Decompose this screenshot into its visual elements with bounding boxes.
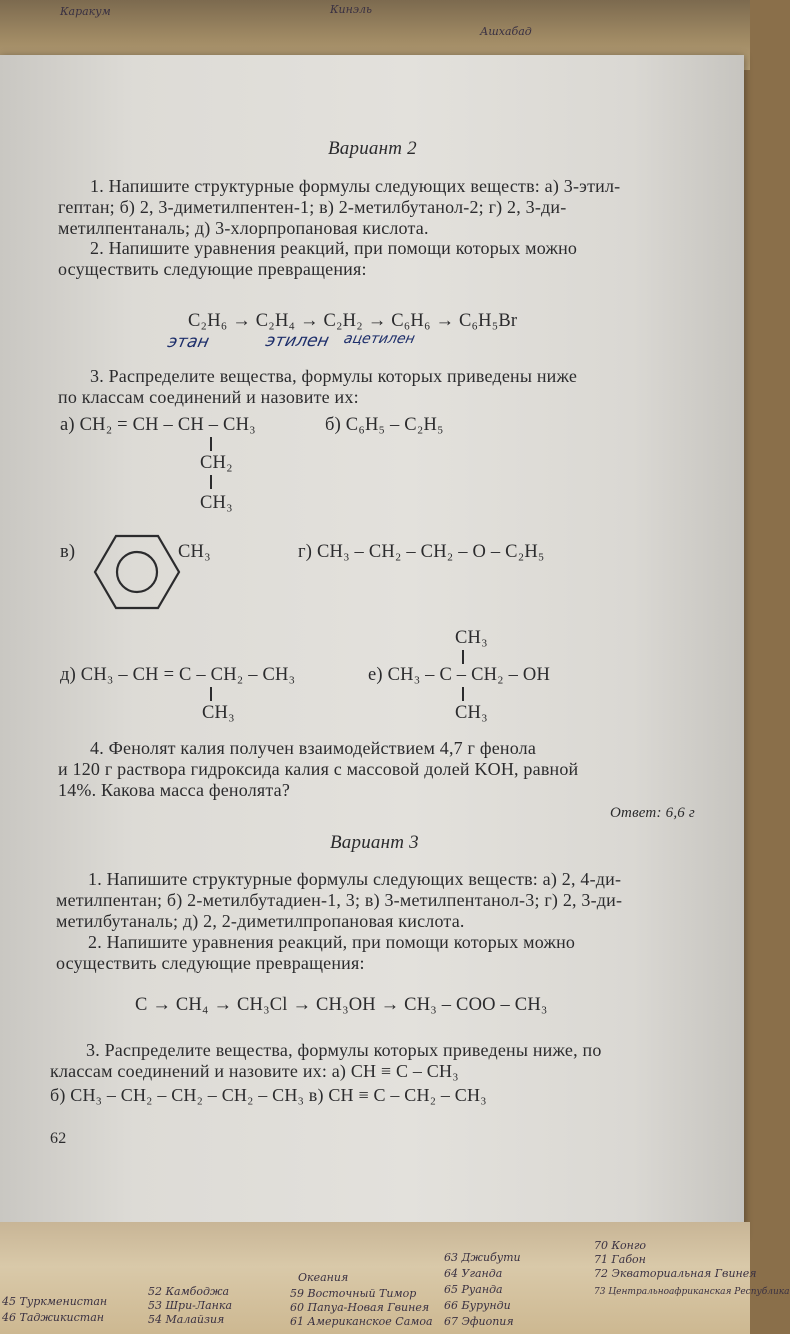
compound-d-branch: CH₃ — [202, 703, 235, 723]
map-label: 66 Бурунди — [444, 1299, 511, 1312]
v3-q3-line3: б) CH₃ – CH₂ – CH₂ – CH₂ – CH₃ в) CH ≡ C – CH₂ – CH₃ — [50, 1085, 487, 1105]
handwritten-note: этан — [165, 332, 211, 352]
map-label: 72 Экваториальная Гвинея — [594, 1267, 757, 1280]
map-label: Кинэль — [330, 3, 372, 16]
compound-a-branch: CH₃ — [200, 493, 233, 513]
compound-b: б) C₆H₅ – C₂H₅ — [325, 415, 444, 435]
map-label: 54 Малайзия — [148, 1313, 225, 1326]
v2-q4-line2: и 120 г раствора гидроксида калия с массовой долей KOH, равной — [58, 759, 579, 779]
v2-q3-line1: 3. Распределите вещества, формулы которых приведены ниже — [90, 366, 578, 386]
map-label: 67 Эфиопия — [444, 1315, 514, 1328]
v3-q3-line2: классам соединений и назовите их: а) CH ≡ C – CH₃ — [50, 1061, 459, 1081]
v3-q1-line3: метилбутаналь; д) 2, 2-диметилпропановая кислота. — [56, 911, 465, 931]
v2-q4-line1: 4. Фенолят калия получен взаимодействием 4,7 г фенола — [90, 738, 537, 758]
v2-q1-line3: метилпентаналь; д) 3-хлорпропановая кислота. — [58, 218, 429, 238]
map-label: 65 Руанда — [444, 1283, 503, 1296]
textbook-page — [0, 55, 744, 1235]
map-label: 45 Туркменистан — [2, 1295, 108, 1308]
map-label: Ашхабад — [480, 25, 532, 38]
v2-q4-line3: 14%. Какова масса фенолята? — [58, 780, 291, 800]
compound-v-label: в) — [60, 542, 76, 562]
map-label: 64 Уганда — [444, 1267, 503, 1280]
map-label: 59 Восточный Тимор — [290, 1287, 417, 1300]
v3-q2-line2: осуществить следующие превращения: — [56, 953, 365, 973]
v3-reaction-scheme: C → CH₄ → CH₃Cl → CH₃OH → CH₃ – COO – CH₃ — [135, 995, 548, 1015]
compound-e-branch-bottom: CH₃ — [455, 703, 488, 723]
map-label: 52 Камбоджа — [148, 1285, 230, 1298]
v2-q1-line1: 1. Напишите структурные формулы следующих веществ: а) 3-этил- — [90, 176, 621, 196]
map-label: 53 Шри-Ланка — [148, 1299, 232, 1312]
v2-q1-line2: гептан; б) 2, 3-диметилпентен-1; в) 2-метилбутанол-2; г) 2, 3-ди- — [58, 197, 567, 217]
bond-line — [210, 437, 212, 451]
map-label: 73 Центральноафриканская Республика — [594, 1287, 790, 1297]
v3-q2-line1: 2. Напишите уравнения реакций, при помощи которых можно — [88, 932, 576, 952]
v2-reaction-scheme: C₂H₆ → C₂H₄ → C₂H₂ → C₆H₆ → C₆H₅Br — [188, 311, 518, 331]
bond-line — [462, 650, 464, 664]
v2-q3-line2: по классам соединений и назовите их: — [58, 387, 359, 407]
compound-e-branch-top: CH₃ — [455, 628, 488, 648]
variant2-title: Вариант 2 — [328, 138, 417, 159]
bond-line — [462, 687, 464, 701]
variant3-title: Вариант 3 — [330, 832, 419, 853]
v3-q3-line1: 3. Распределите вещества, формулы которых приведены ниже, по — [86, 1040, 602, 1060]
map-background-bottom — [0, 1222, 790, 1334]
compound-g: г) CH₃ – CH₂ – CH₂ – O – C₂H₅ — [298, 542, 545, 562]
map-label: 71 Габон — [594, 1253, 646, 1266]
map-label: Океания — [298, 1271, 349, 1284]
compound-a: а) CH₂ = CH – CH – CH₃ — [60, 415, 256, 435]
v2-q4-answer: Ответ: 6,6 г — [610, 805, 695, 821]
compound-a-branch: CH₂ — [200, 453, 233, 473]
benzene-ring-icon — [94, 533, 184, 611]
handwritten-note: этилен — [263, 331, 331, 351]
map-label: 60 Папуа-Новая Гвинея — [290, 1301, 430, 1314]
compound-v-substituent: CH₃ — [178, 542, 211, 562]
v3-q1-line2: метилпентан; б) 2-метилбутадиен-1, 3; в) 3-метилпентанол-3; г) 2, 3-ди- — [56, 890, 623, 910]
map-label: 46 Таджикистан — [2, 1311, 104, 1324]
compound-e: е) CH₃ – C – CH₂ – OH — [368, 665, 551, 685]
v2-q2-line1: 2. Напишите уравнения реакций, при помощи которых можно — [90, 238, 578, 258]
map-label: Каракум — [60, 5, 111, 18]
handwritten-note: ацетилен — [342, 331, 417, 347]
map-label: 70 Конго — [594, 1239, 647, 1252]
page-number: 62 — [50, 1130, 67, 1147]
v3-q1-line1: 1. Напишите структурные формулы следующих веществ: а) 2, 4-ди- — [88, 869, 622, 889]
compound-d: д) CH₃ – CH = C – CH₂ – CH₃ — [60, 665, 296, 685]
v2-q2-line2: осуществить следующие превращения: — [58, 259, 367, 279]
bond-line — [210, 687, 212, 701]
map-label: 61 Американское Самоа — [290, 1315, 433, 1328]
bond-line — [210, 475, 212, 489]
map-label: 63 Джибути — [444, 1251, 521, 1264]
